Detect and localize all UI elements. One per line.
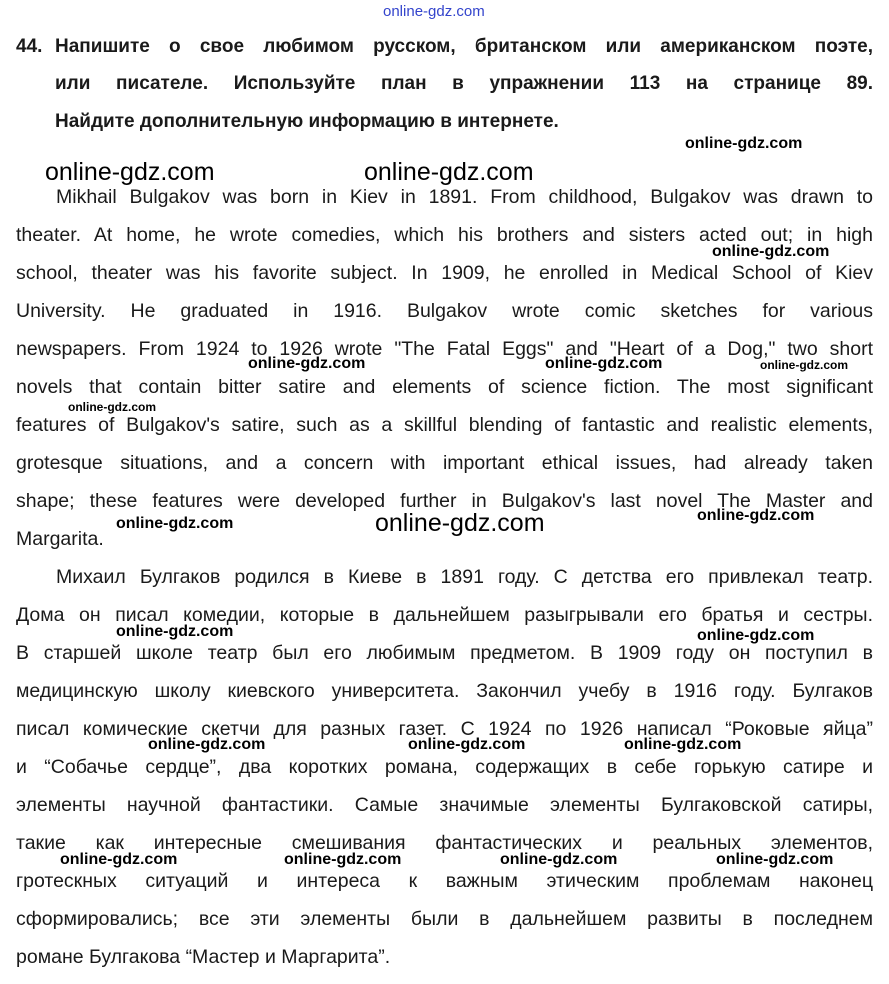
watermark: online-gdz.com	[375, 509, 545, 537]
text-line: сформировались; все эти элементы были в дальнейшем развиты в последнем	[16, 908, 873, 930]
text-line: theater. At home, he wrote comedies, which his brothers and sisters acted out; in high	[16, 224, 873, 246]
text-line: В старшей школе театр был его любимым предметом. В 1909 году он поступил в	[16, 642, 873, 664]
watermark: online-gdz.com	[500, 851, 618, 868]
text-line: Михаил Булгаков родился в Киеве в 1891 году. С детства его привлекал театр.	[56, 566, 873, 588]
text-line: писал комические скетчи для разных газет. С 1924 по 1926 написал “Роковые яйца”	[16, 718, 873, 740]
watermark: online-gdz.com	[697, 627, 815, 644]
watermark: online-gdz.com	[712, 243, 830, 260]
exercise-number: 44.	[16, 36, 43, 57]
watermark: online-gdz.com	[624, 736, 742, 753]
text-line: Mikhail Bulgakov was born in Kiev in 1891. From childhood, Bulgakov was drawn to	[56, 186, 873, 208]
text-line: и “Собачье сердце”, два коротких романа, содержащих в себе горькую сатире и	[16, 756, 873, 778]
watermark: online-gdz.com	[284, 851, 402, 868]
watermark: online-gdz.com	[716, 851, 834, 868]
watermark: online-gdz.com	[364, 158, 534, 186]
text-line: Margarita.	[16, 528, 104, 550]
text-line: features of Bulgakov's satire, such as a skillful blending of fantastic and realistic elements,	[16, 414, 873, 436]
watermark-top: online-gdz.com	[383, 3, 485, 20]
task-line: Найдите дополнительную информацию в интернете.	[55, 111, 559, 132]
watermark: online-gdz.com	[116, 623, 234, 640]
text-line: school, theater was his favorite subject. In 1909, he enrolled in Medical School of Kiev	[16, 262, 873, 284]
text-line: University. He graduated in 1916. Bulgakov wrote comic sketches for various	[16, 300, 873, 322]
text-line: novels that contain bitter satire and elements of science fiction. The most significant	[16, 376, 873, 398]
watermark: online-gdz.com	[60, 851, 178, 868]
watermark: online-gdz.com	[116, 515, 234, 532]
task-line: Напишите о свое любимом русском, британском или американском поэте,	[55, 36, 873, 57]
text-line: романе Булгакова “Мастер и Маргарита”.	[16, 946, 391, 968]
watermark: online-gdz.com	[697, 507, 815, 524]
watermark: online-gdz.com	[408, 736, 526, 753]
watermark: online-gdz.com	[68, 400, 156, 414]
text-line: shape; these features were developed further in Bulgakov's last novel The Master and	[16, 490, 873, 512]
text-line: элементы научной фантастики. Самые значимые элементы Булгаковской сатиры,	[16, 794, 873, 816]
text-line: grotesque situations, and a concern with important ethical issues, had already taken	[16, 452, 873, 474]
text-line: Дома он писал комедии, которые в дальнейшем разыгрывали его братья и сестры.	[16, 604, 873, 626]
watermark: online-gdz.com	[760, 358, 848, 372]
text-line: такие как интересные смешивания фантастических и реальных элементов,	[16, 832, 873, 854]
text-line: медицинскую школу киевского университета. Закончил учебу в 1916 году. Булгаков	[16, 680, 873, 702]
watermark: online-gdz.com	[545, 355, 663, 372]
task-line: или писателе. Используйте план в упражнении 113 на странице 89.	[55, 73, 873, 94]
text-line: newspapers. From 1924 to 1926 wrote "The Fatal Eggs" and "Heart of a Dog," two short	[16, 338, 873, 360]
watermark: online-gdz.com	[248, 355, 366, 372]
watermark: online-gdz.com	[685, 135, 803, 152]
text-line: гротескных ситуаций и интереса к важным этическим проблемам наконец	[16, 870, 873, 892]
watermark: online-gdz.com	[148, 736, 266, 753]
watermark: online-gdz.com	[45, 158, 215, 186]
